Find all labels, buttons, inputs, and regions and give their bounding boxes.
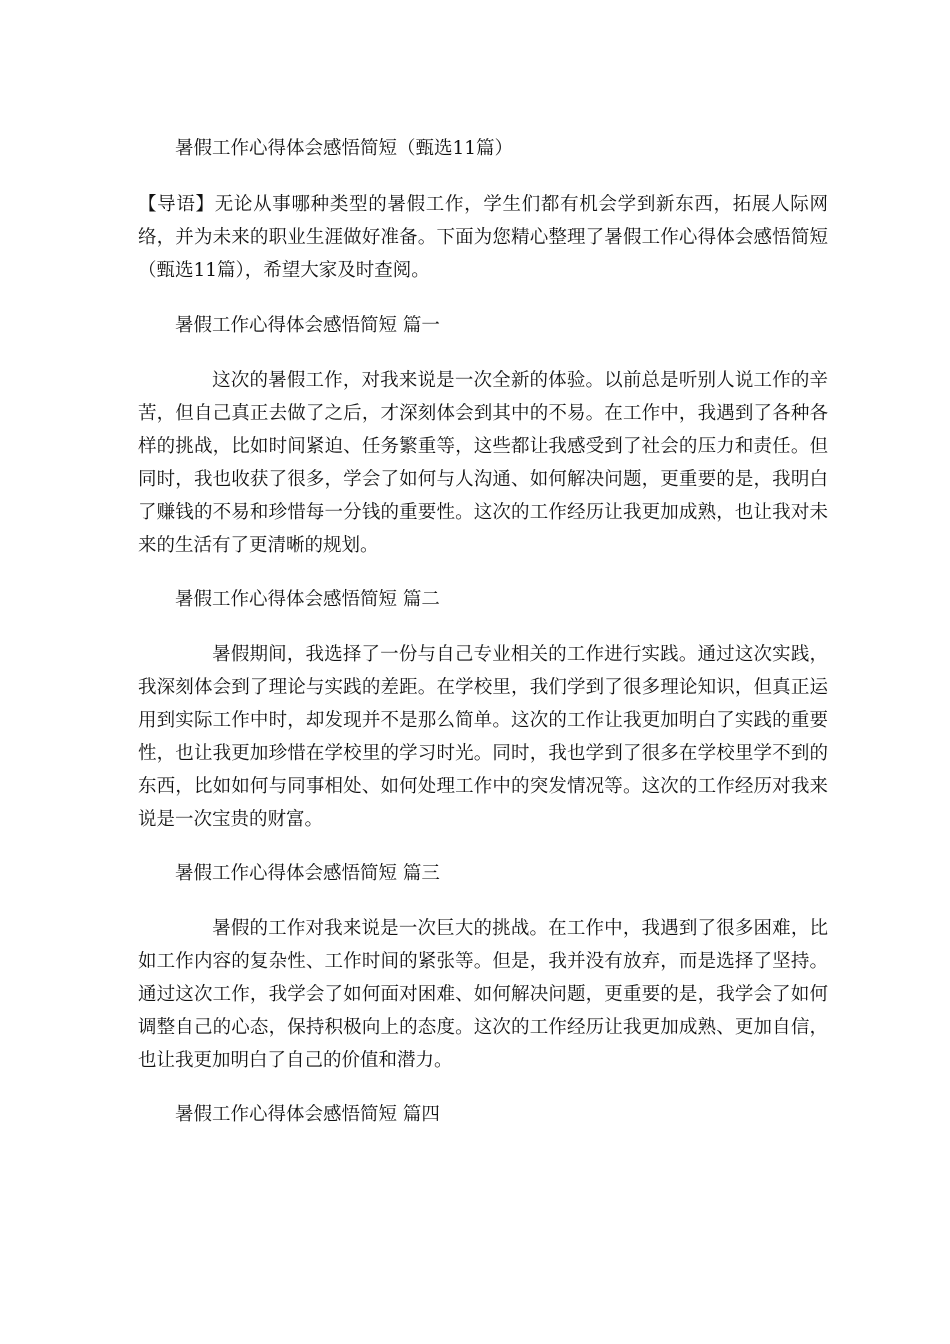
section-heading-4: 暑假工作心得体会感悟简短 篇四 <box>175 1104 440 1125</box>
section-heading-1: 暑假工作心得体会感悟简短 篇一 <box>175 315 440 336</box>
section-body-1-text: 这次的暑假工作，对我来说是一次全新的体验。以前总是听别人说工作的辛苦，但自己真正去做了之后，才深刻体会到其中的不易。在工作中，我遇到了各种各样的挑战，比如时间紧迫、任务繁重等，这些都让我感受到了社会的压力和责任。但同时，我也收获了很多，学会了如何与人沟通、如何解决问题，更重要的是，我明白了赚钱的不易和珍惜每一分钱的重要性。这次的工作经历让我更加成熟，也让我对未来的生活有了更清晰的规划。 <box>138 370 828 556</box>
intro-text: 无论从事哪种类型的暑假工作，学生们都有机会学到新东西，拓展人际网络，并为未来的职业生涯做好准备。下面为您精心整理了暑假工作心得体会感悟简短（甄选11篇），希望大家及时查阅。 <box>138 194 828 281</box>
section-heading-3: 暑假工作心得体会感悟简短 篇三 <box>175 863 440 884</box>
section-body-3 <box>138 912 828 1077</box>
intro-paragraph <box>138 188 828 287</box>
document-title: 暑假工作心得体会感悟简短（甄选11篇） <box>175 138 514 159</box>
section-body-3-text: 暑假的工作对我来说是一次巨大的挑战。在工作中，我遇到了很多困难，比如工作内容的复杂性、工作时间的紧张等。但是，我并没有放弃，而是选择了坚持。通过这次工作，我学会了如何面对困难、如何解决问题，更重要的是，我学会了如何调整自己的心态，保持积极向上的态度。这次的工作经历让我更加成熟、更加自信，也让我更加明白了自己的价值和潜力。 <box>138 918 828 1071</box>
section-body-2-text: 暑假期间，我选择了一份与自己专业相关的工作进行实践。通过这次实践，我深刻体会到了理论与实践的差距。在学校里，我们学到了很多理论知识，但真正运用到实际工作中时，却发现并不是那么简单。这次的工作让我更加明白了实践的重要性，也让我更加珍惜在学校里的学习时光。同时，我也学到了很多在学校里学不到的东西，比如如何与同事相处、如何处理工作中的突发情况等。这次的工作经历对我来说是一次宝贵的财富。 <box>138 644 828 830</box>
section-heading-2: 暑假工作心得体会感悟简短 篇二 <box>175 589 440 610</box>
section-body-2 <box>138 638 828 836</box>
section-body-1 <box>138 364 828 562</box>
intro-label: 【导语】 <box>138 194 215 215</box>
